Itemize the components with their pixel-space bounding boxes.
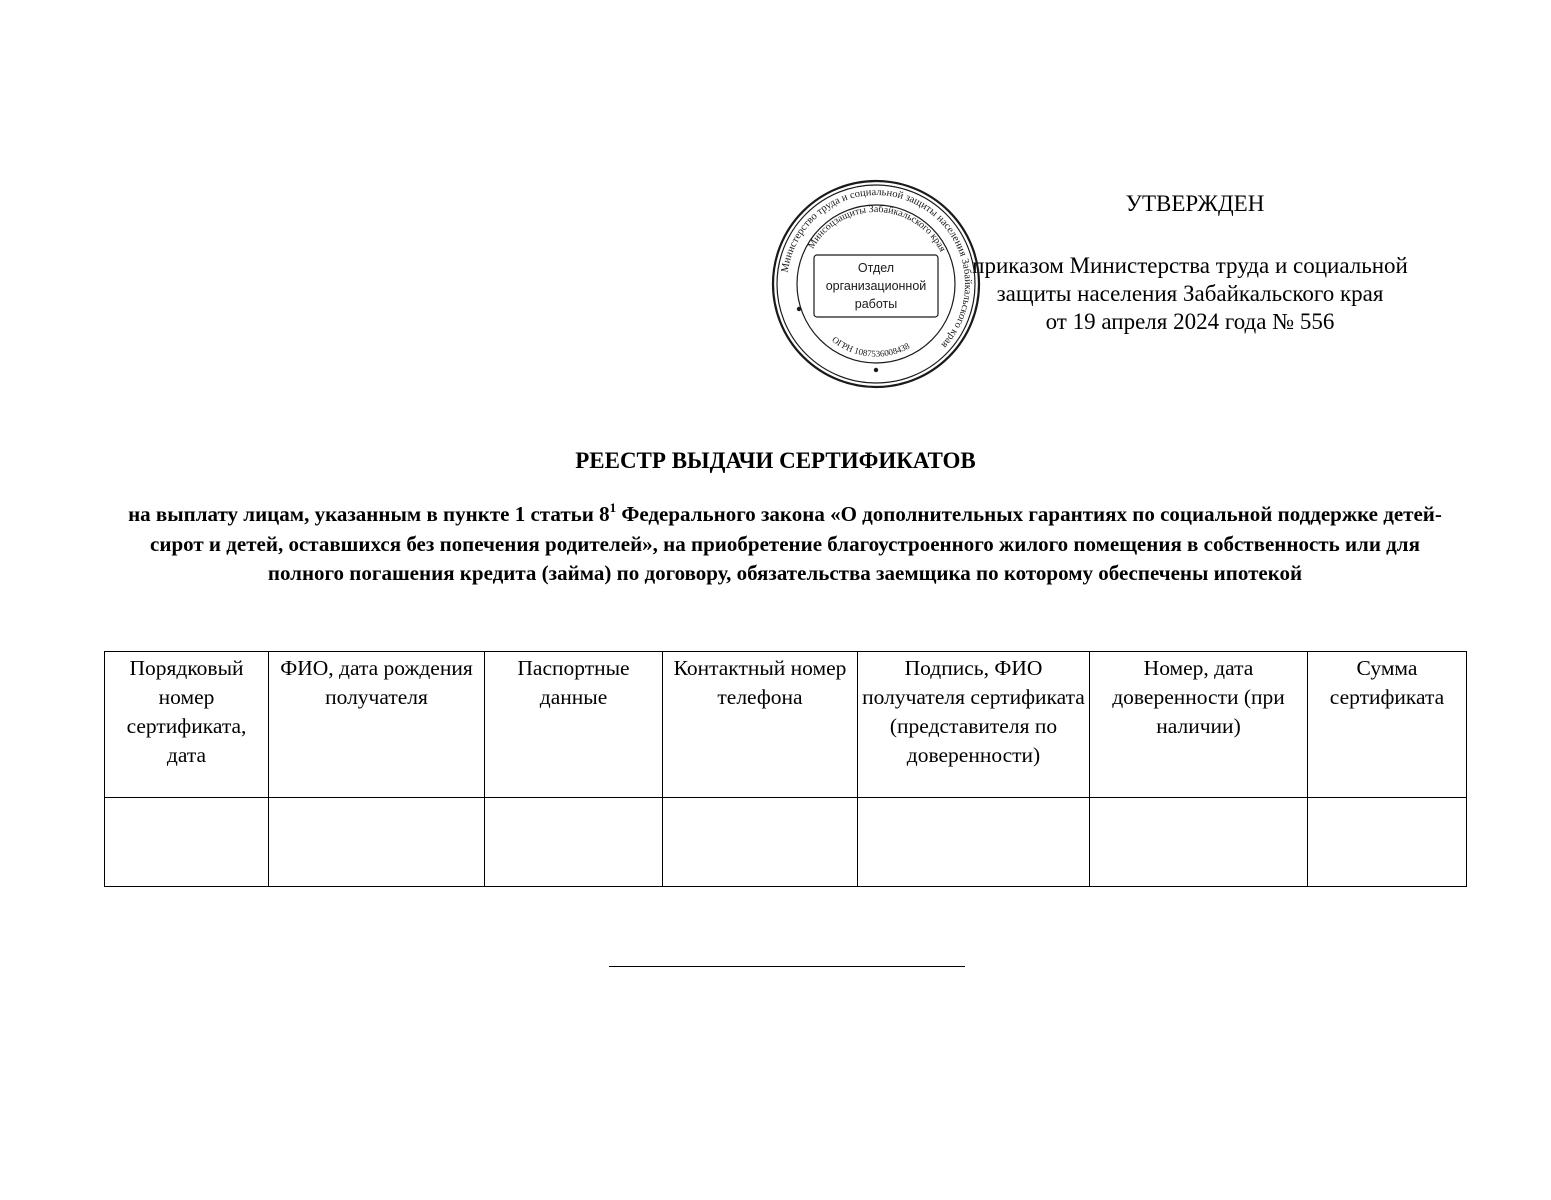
footer-divider (609, 966, 965, 967)
approval-order-line-2: защиты населения Забайкальского края (996, 281, 1384, 306)
table-cell (1308, 798, 1467, 887)
approval-block (930, 190, 1450, 336)
header-power-of-attorney: Номер, дата доверенности (при наличии) (1090, 652, 1308, 798)
official-stamp (770, 178, 982, 390)
certificate-registry-table (104, 651, 1467, 887)
stamp-ogrn: ОГРН 1087536008438 (830, 334, 912, 359)
table-cell (485, 798, 663, 887)
table-cell (1090, 798, 1308, 887)
approval-order-line-1: приказом Министерства труда и социальной (972, 253, 1408, 278)
subtitle-superscript: 1 (609, 500, 617, 515)
header-certificate-amount: Сумма сертификата (1308, 652, 1467, 798)
stamp-outer-text: Министерство труда и социальной защиты населения Забайкальского края (779, 186, 974, 351)
approval-order-date: от 19 апреля 2024 года № 556 (1045, 309, 1335, 334)
table-cell (858, 798, 1090, 887)
subtitle-part-1: на выплату лицам, указанным в пункте 1 статьи 8 (128, 502, 610, 526)
subtitle-part-2: Федерального закона «О дополнительных гарантиях по социальной поддержке детей-сирот и детей, оставшихся без попечения родителей», на приобретение благоустроенного жилого помещения в собственность или для полного погашения кредита (займа) по договору, обязательства заемщика по которому обеспечены ипотекой (150, 502, 1442, 585)
document-title: РЕЕСТР ВЫДАЧИ СЕРТИФИКАТОВ (575, 448, 976, 473)
approved-label: УТВЕРЖДЕН (1125, 191, 1265, 216)
stamp-center-line-1: Отдел (857, 261, 895, 275)
header-signature: Подпись, ФИО получателя сертификата (представителя по доверенности) (858, 652, 1090, 798)
table-cell (269, 798, 485, 887)
table-header-row (105, 652, 1467, 798)
table-cell (663, 798, 858, 887)
stamp-center-line-2: организационной (825, 279, 927, 293)
document-subtitle (120, 500, 1450, 589)
header-passport-data: Паспортные данные (485, 652, 663, 798)
header-phone-number: Контактный номер телефона (663, 652, 858, 798)
stamp-inner-text: Минсоцзащиты Забайкальского края (806, 203, 948, 254)
table-cell (105, 798, 269, 887)
header-recipient-name: ФИО, дата рождения получателя (269, 652, 485, 798)
stamp-center-line-3: работы (854, 297, 898, 311)
header-certificate-number: Порядковый номер сертификата, дата (105, 652, 269, 798)
table-row (105, 798, 1467, 887)
